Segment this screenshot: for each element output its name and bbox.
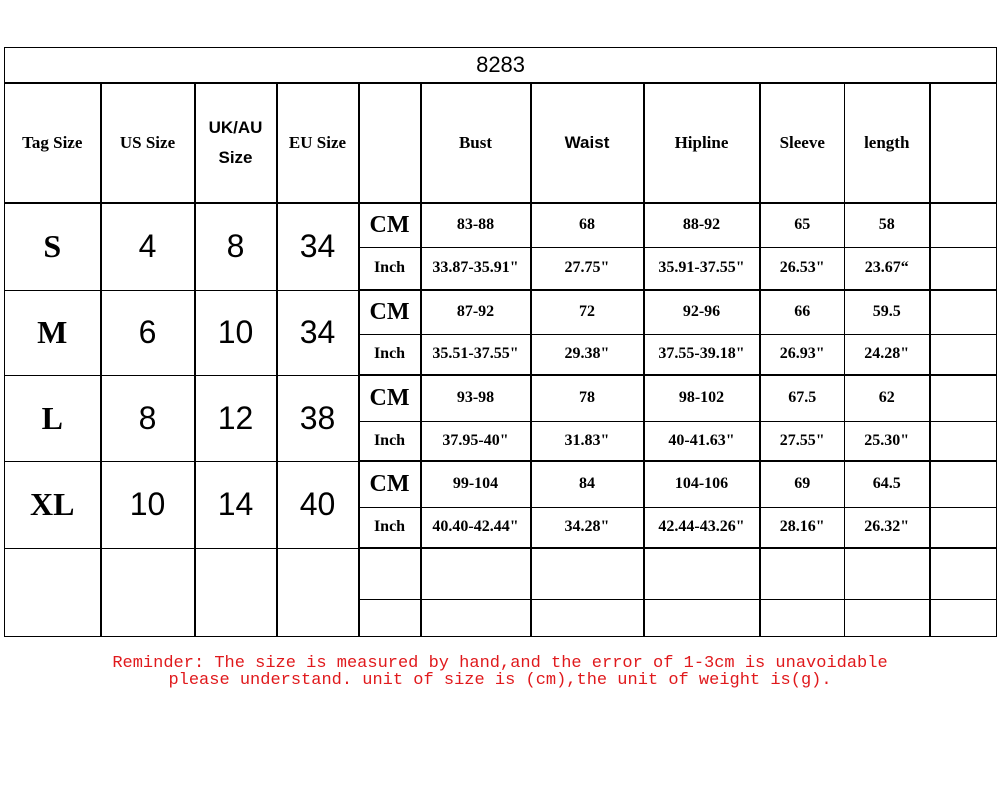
empty-cell <box>5 548 101 636</box>
table-row <box>5 461 997 507</box>
sleeve-cell: 66 <box>760 290 845 334</box>
table-row <box>5 203 997 247</box>
length-cell: 62 <box>845 375 930 421</box>
waist-cell: 84 <box>531 461 644 507</box>
empty-cell <box>930 599 997 636</box>
waist-cell: 31.83" <box>531 421 644 461</box>
length-cell: 25.30" <box>845 421 930 461</box>
reminder-line-2: please understand. unit of size is (cm),the unit of weight is(g). <box>168 671 832 690</box>
empty-cell <box>760 599 845 636</box>
uk-size-cell: 12 <box>195 375 277 461</box>
hipline-cell: 98-102 <box>644 375 760 421</box>
empty-cell <box>421 548 531 599</box>
extra-cell <box>930 507 997 548</box>
length-cell: 26.32" <box>845 507 930 548</box>
bust-cell: 40.40-42.44" <box>421 507 531 548</box>
header-us-size: US Size <box>101 83 195 203</box>
uk-size-cell: 14 <box>195 461 277 548</box>
tag-size-cell: S <box>5 203 101 290</box>
eu-size-cell: 34 <box>277 203 359 290</box>
empty-cell <box>195 548 277 636</box>
empty-cell <box>359 599 421 636</box>
size-chart <box>4 47 997 637</box>
table-row <box>5 290 997 334</box>
header-waist: Waist <box>531 83 644 203</box>
hipline-cell: 88-92 <box>644 203 760 247</box>
header-length: length <box>845 83 930 203</box>
us-size-cell: 10 <box>101 461 195 548</box>
length-cell: 64.5 <box>845 461 930 507</box>
tag-size-cell: L <box>5 375 101 461</box>
header-unit <box>359 83 421 203</box>
empty-cell <box>531 599 644 636</box>
length-cell: 58 <box>845 203 930 247</box>
unit-inch-cell: Inch <box>359 507 421 548</box>
empty-cell <box>421 599 531 636</box>
sleeve-cell: 26.53" <box>760 247 845 290</box>
us-size-cell: 4 <box>101 203 195 290</box>
hipline-cell: 35.91-37.55" <box>644 247 760 290</box>
sleeve-cell: 69 <box>760 461 845 507</box>
header-hipline: Hipline <box>644 83 760 203</box>
bust-cell: 99-104 <box>421 461 531 507</box>
size-table <box>4 47 997 637</box>
sleeve-cell: 28.16" <box>760 507 845 548</box>
unit-inch-cell: Inch <box>359 334 421 375</box>
hipline-cell: 92-96 <box>644 290 760 334</box>
empty-cell <box>359 548 421 599</box>
waist-cell: 72 <box>531 290 644 334</box>
hipline-cell: 37.55-39.18" <box>644 334 760 375</box>
hipline-cell: 40-41.63" <box>644 421 760 461</box>
sleeve-cell: 67.5 <box>760 375 845 421</box>
length-cell: 59.5 <box>845 290 930 334</box>
extra-cell <box>930 290 997 334</box>
extra-cell <box>930 334 997 375</box>
sleeve-cell: 65 <box>760 203 845 247</box>
hipline-cell: 104-106 <box>644 461 760 507</box>
header-extra <box>930 83 997 203</box>
reminder-line-1: Reminder: The size is measured by hand,and the error of 1-3cm is unavoidable <box>112 654 888 673</box>
chart-title: 8283 <box>5 48 997 84</box>
sleeve-cell: 26.93" <box>760 334 845 375</box>
waist-cell: 29.38" <box>531 334 644 375</box>
empty-cell <box>531 548 644 599</box>
empty-cell <box>644 548 760 599</box>
waist-cell: 34.28" <box>531 507 644 548</box>
length-cell: 24.28" <box>845 334 930 375</box>
reminder-note <box>0 655 1000 689</box>
uk-size-cell: 8 <box>195 203 277 290</box>
empty-cell <box>930 548 997 599</box>
eu-size-cell: 38 <box>277 375 359 461</box>
eu-size-cell: 40 <box>277 461 359 548</box>
unit-cm-cell: CM <box>359 203 421 247</box>
bust-cell: 35.51-37.55" <box>421 334 531 375</box>
empty-cell <box>845 548 930 599</box>
extra-cell <box>930 203 997 247</box>
unit-cm-cell: CM <box>359 461 421 507</box>
header-sleeve: Sleeve <box>760 83 845 203</box>
empty-cell <box>760 548 845 599</box>
bust-cell: 37.95-40" <box>421 421 531 461</box>
header-bust: Bust <box>421 83 531 203</box>
extra-cell <box>930 421 997 461</box>
us-size-cell: 6 <box>101 290 195 375</box>
hipline-cell: 42.44-43.26" <box>644 507 760 548</box>
empty-cell <box>845 599 930 636</box>
bust-cell: 83-88 <box>421 203 531 247</box>
unit-inch-cell: Inch <box>359 247 421 290</box>
extra-cell <box>930 375 997 421</box>
header-tag-size: Tag Size <box>5 83 101 203</box>
header-uk-au-size-label: UK/AU Size <box>208 118 263 167</box>
tag-size-cell: XL <box>5 461 101 548</box>
uk-size-cell: 10 <box>195 290 277 375</box>
empty-row <box>5 548 997 599</box>
tag-size-cell: M <box>5 290 101 375</box>
unit-cm-cell: CM <box>359 375 421 421</box>
eu-size-cell: 34 <box>277 290 359 375</box>
extra-cell <box>930 461 997 507</box>
bust-cell: 87-92 <box>421 290 531 334</box>
sleeve-cell: 27.55" <box>760 421 845 461</box>
unit-cm-cell: CM <box>359 290 421 334</box>
extra-cell <box>930 247 997 290</box>
empty-cell <box>644 599 760 636</box>
empty-cell <box>277 548 359 636</box>
header-row <box>5 83 997 203</box>
bust-cell: 93-98 <box>421 375 531 421</box>
us-size-cell: 8 <box>101 375 195 461</box>
unit-inch-cell: Inch <box>359 421 421 461</box>
waist-cell: 78 <box>531 375 644 421</box>
table-row <box>5 375 997 421</box>
waist-cell: 27.75" <box>531 247 644 290</box>
empty-cell <box>101 548 195 636</box>
header-uk-au-size <box>195 83 277 203</box>
length-cell: 23.67“ <box>845 247 930 290</box>
bust-cell: 33.87-35.91" <box>421 247 531 290</box>
header-eu-size: EU Size <box>277 83 359 203</box>
waist-cell: 68 <box>531 203 644 247</box>
